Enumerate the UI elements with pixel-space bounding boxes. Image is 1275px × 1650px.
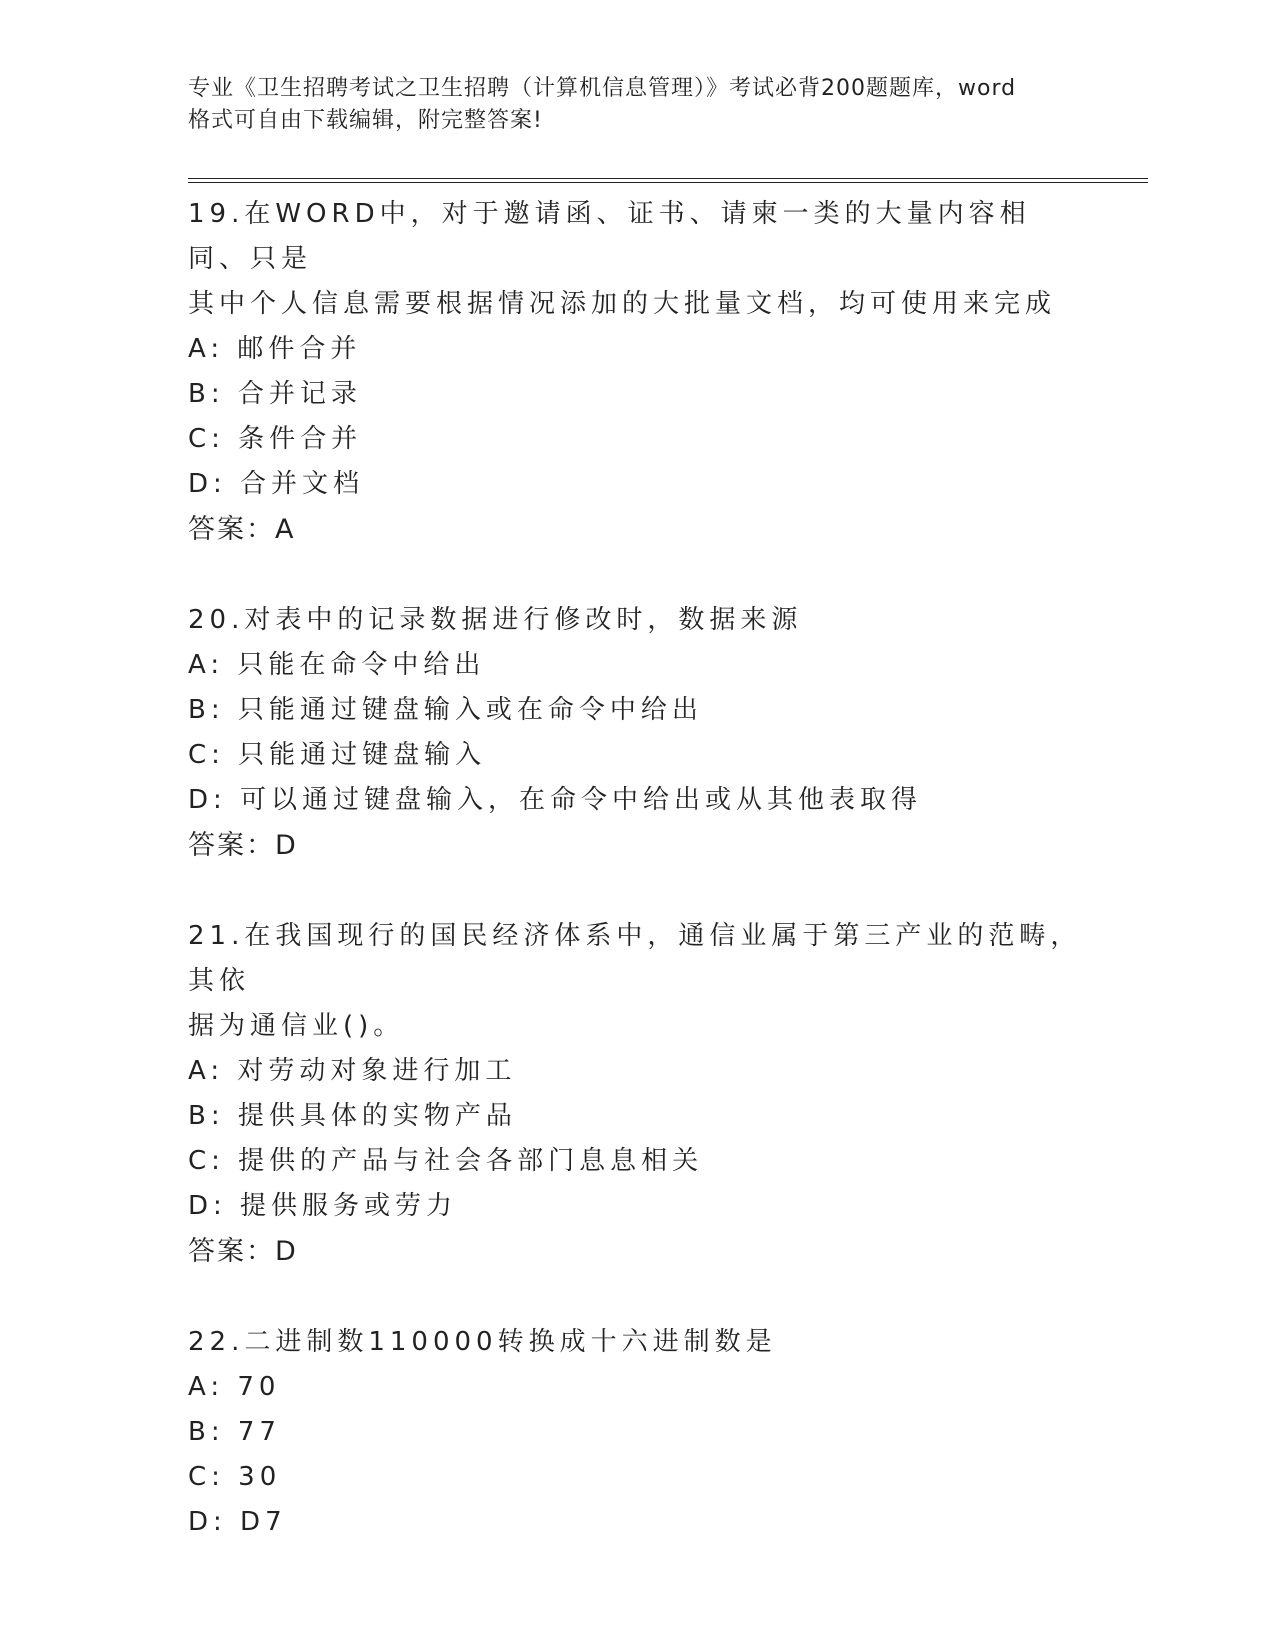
option-b: B: 77 — [188, 1417, 281, 1447]
question-22 — [188, 1320, 1088, 1545]
document-header — [188, 73, 1088, 137]
question-stem: 21.在我国现行的国民经济体系中，通信业属于第三产业的范畴，其依 — [188, 921, 1082, 996]
option-c: C: 30 — [188, 1462, 282, 1492]
option-d: D: 可以通过键盘输入，在命令中给出或从其他表取得 — [188, 785, 923, 815]
header-line-2: 格式可自由下载编辑，附完整答案! — [188, 108, 543, 133]
option-b: B: 合并记录 — [188, 379, 362, 409]
option-d: D: 提供服务或劳力 — [188, 1191, 458, 1221]
question-21 — [188, 914, 1088, 1274]
option-a: A: 邮件合并 — [188, 334, 362, 364]
header-line-1: 专业《卫生招聘考试之卫生招聘（计算机信息管理）》考试必背200题题库，word — [188, 76, 1017, 101]
question-stem: 19.在WORD中，对于邀请函、证书、请柬一类的大量内容相同、只是 — [188, 199, 1031, 274]
option-b: B: 提供具体的实物产品 — [188, 1101, 517, 1131]
option-d: D: D7 — [188, 1507, 287, 1537]
option-a: A: 只能在命令中给出 — [188, 650, 486, 680]
answer-line: 答案：D — [188, 830, 298, 861]
option-c: C: 提供的产品与社会各部门息息相关 — [188, 1146, 704, 1176]
question-stem-continued: 其中个人信息需要根据情况添加的大批量文档，均可使用来完成 — [188, 289, 1057, 319]
header-double-rule — [188, 178, 1148, 183]
question-20 — [188, 598, 1088, 868]
question-stem: 22.二进制数110000转换成十六进制数是 — [188, 1327, 777, 1357]
question-list — [188, 192, 1088, 1591]
option-b: B: 只能通过键盘输入或在命令中给出 — [188, 695, 703, 725]
option-c: C: 条件合并 — [188, 424, 363, 454]
question-19 — [188, 192, 1088, 552]
option-a: A: 70 — [188, 1372, 281, 1402]
answer-line: 答案：A — [188, 514, 296, 545]
question-stem-continued: 据为通信业()。 — [188, 1011, 405, 1041]
question-stem: 20.对表中的记录数据进行修改时，数据来源 — [188, 605, 803, 635]
answer-line: 答案：D — [188, 1236, 298, 1267]
option-a: A: 对劳动对象进行加工 — [188, 1056, 517, 1086]
option-c: C: 只能通过键盘输入 — [188, 740, 487, 770]
option-d: D: 合并文档 — [188, 469, 365, 499]
